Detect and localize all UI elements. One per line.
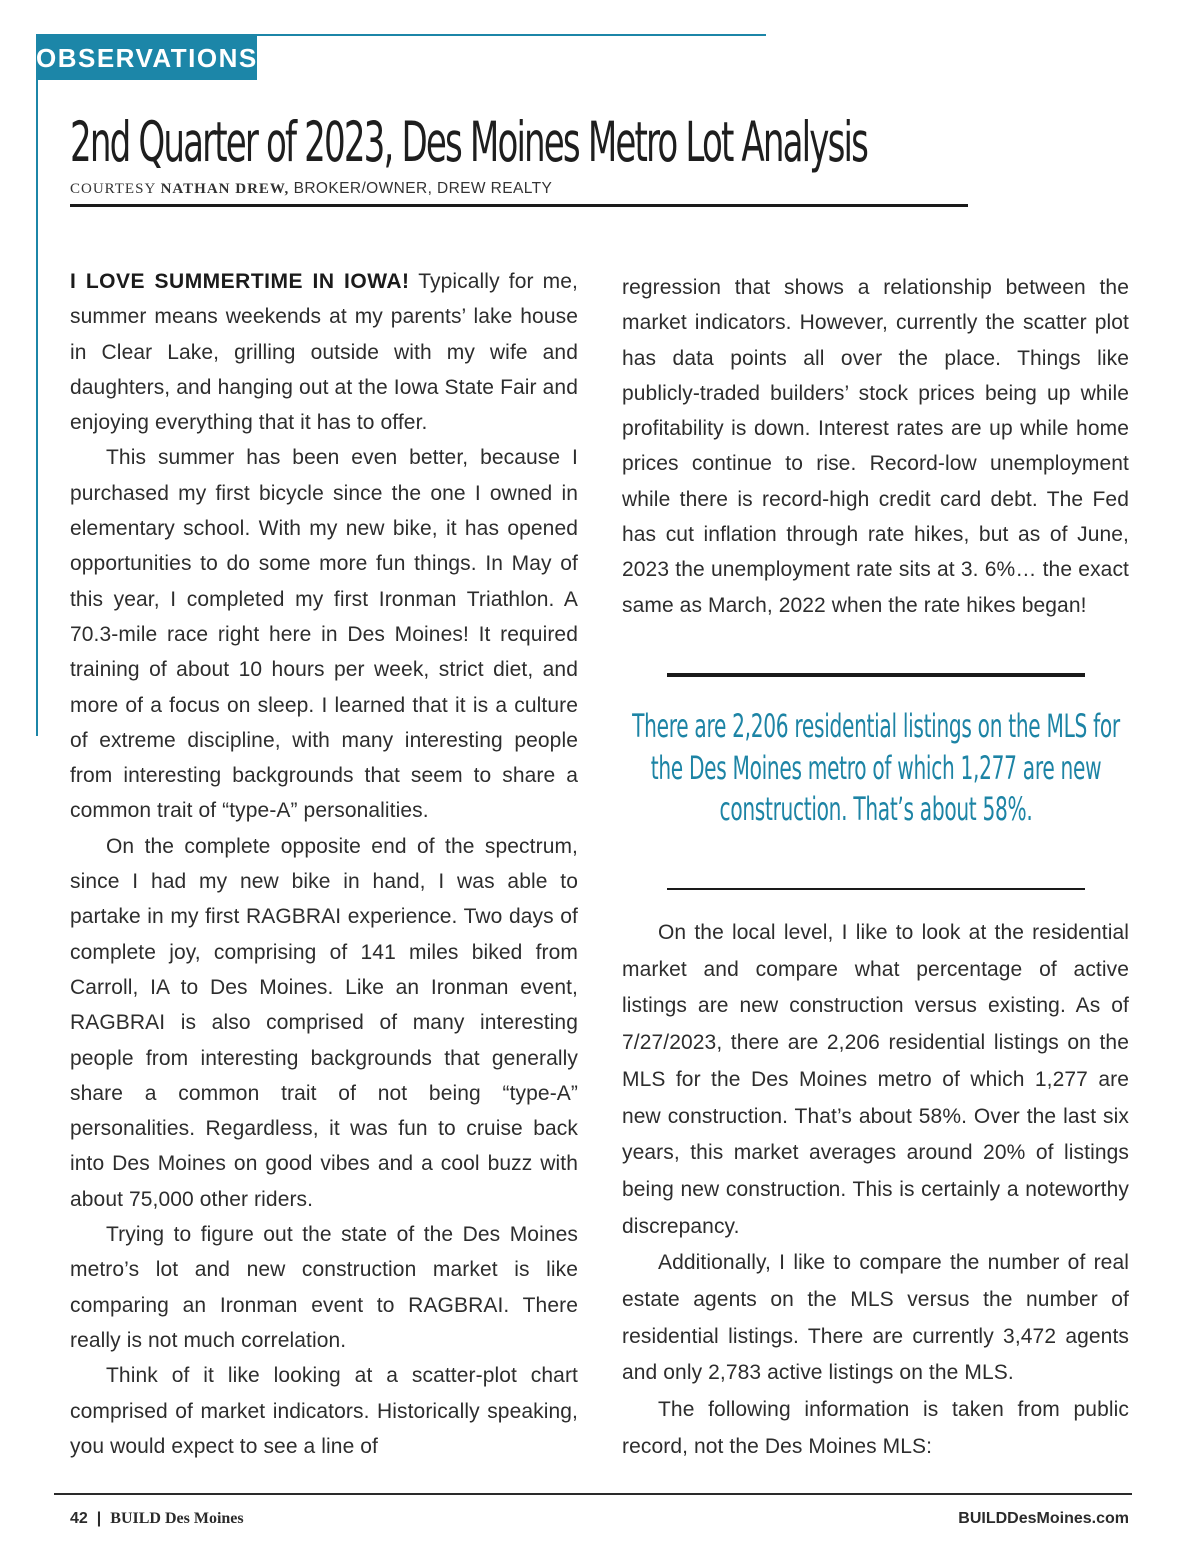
- article-column-right-top: [622, 270, 1129, 623]
- paragraph: This summer has been even better, because I purchased my first bicycle since the one I owned in elementary school. With my new bike, it has opened opportunities to do some more fun things. In May of this year, I completed my first Ironman Triathlon. A 70.3-mile race right here in Des Moines! It required training of about 10 hours per week, strict diet, and more of a focus on sleep. I learned that it is a culture of extreme discipline, with many interesting people from interesting backgrounds that seem to share a common trait of “type-A” personalities.: [70, 446, 578, 823]
- paragraph: The following information is taken from public record, not the Des Moines MLS:: [622, 1398, 1129, 1458]
- article-column-right-bottom: [622, 915, 1129, 1466]
- byline-prefix: COURTESY: [70, 181, 157, 197]
- page-number: 42: [70, 1510, 88, 1527]
- pullquote-top-rule: [667, 673, 1085, 677]
- paragraph-text: Typically for me, summer means weekends at my parents’ lake house in Clear Lake, grilling outside with my wife and daughters, and hanging out at the Iowa State Fair and enjoying everything that it has to offer.: [70, 270, 578, 435]
- paragraph: [70, 264, 578, 440]
- header-left-rule: [36, 34, 38, 736]
- title-rule: [70, 204, 968, 207]
- paragraph: Additionally, I like to compare the number of real estate agents on the MLS versus the number of residential listings. There are currently 3,472 agents and only 2,783 active listings on the MLS.: [622, 1251, 1129, 1385]
- byline-author: NATHAN DREW,: [160, 181, 290, 197]
- paragraph: regression that shows a relationship between the market indicators. However, currently the scatter plot has data points all over the place. Things like publicly-traded builders’ stock prices being up while profitability is down. Interest rates are up while home prices continue to rise. Record-low unemployment while there is record-high credit card debt. The Fed has cut inflation through rate hikes, but as of June, 2023 the unemployment rate sits at 3. 6%… the exact same as March, 2022 when the rate hikes began!: [622, 276, 1129, 617]
- article-title: 2nd Quarter of 2023, Des Moines Metro Lot Analysis: [70, 110, 868, 174]
- publication-website: BUILDDesMoines.com: [958, 1510, 1129, 1527]
- byline: [70, 180, 552, 198]
- lead-in: I LOVE SUMMERTIME IN IOWA!: [70, 270, 410, 293]
- pullquote-bottom-rule: [667, 888, 1085, 890]
- section-tag: OBSERVATIONS: [36, 36, 257, 80]
- byline-role: BROKER/OWNER, DREW REALTY: [293, 180, 553, 197]
- paragraph: On the complete opposite end of the spectrum, since I had my new bike in hand, I was able to partake in my first RAGBRAI experience. Two days of complete joy, comprising of 141 miles biked from Carroll, IA to Des Moines. Like an Ironman event, RAGBRAI is also comprised of many interesting people from interesting backgrounds that generally share a common trait of not being “type-A” personalities. Regardless, it was fun to cruise back into Des Moines on good vibes and a cool buzz with about 75,000 other riders.: [70, 834, 578, 1211]
- paragraph: On the local level, I like to look at the residential market and compare what percentage of active listings are new construction versus existing. As of 7/27/2023, there are 2,206 residential listings on the MLS for the Des Moines metro of which 1,277 are new construction. That’s about 58%. Over the last six years, this market averages around 20% of listings being new construction. This is certainly a noteworthy discrepancy.: [622, 921, 1129, 1238]
- footer-folio: [70, 1510, 244, 1528]
- paragraph: Trying to figure out the state of the Des Moines metro’s lot and new construction market is like comparing an Ironman event to RAGBRAI. There really is not much correlation.: [70, 1223, 578, 1352]
- publication-name: BUILD Des Moines: [110, 1510, 244, 1527]
- pullquote: [622, 706, 1129, 874]
- folio-separator: |: [96, 1510, 102, 1527]
- footer-rule: [54, 1493, 1132, 1495]
- pullquote-text: There are 2,206 residential listings on the MLS for the Des Moines metro of which 1,277 are new construction. That’s about 58%.: [631, 707, 1120, 829]
- paragraph: Think of it like looking at a scatter-plot chart comprised of market indicators. Historically speaking, you would expect to see a line of: [70, 1364, 578, 1458]
- article-column-left: [70, 264, 578, 1464]
